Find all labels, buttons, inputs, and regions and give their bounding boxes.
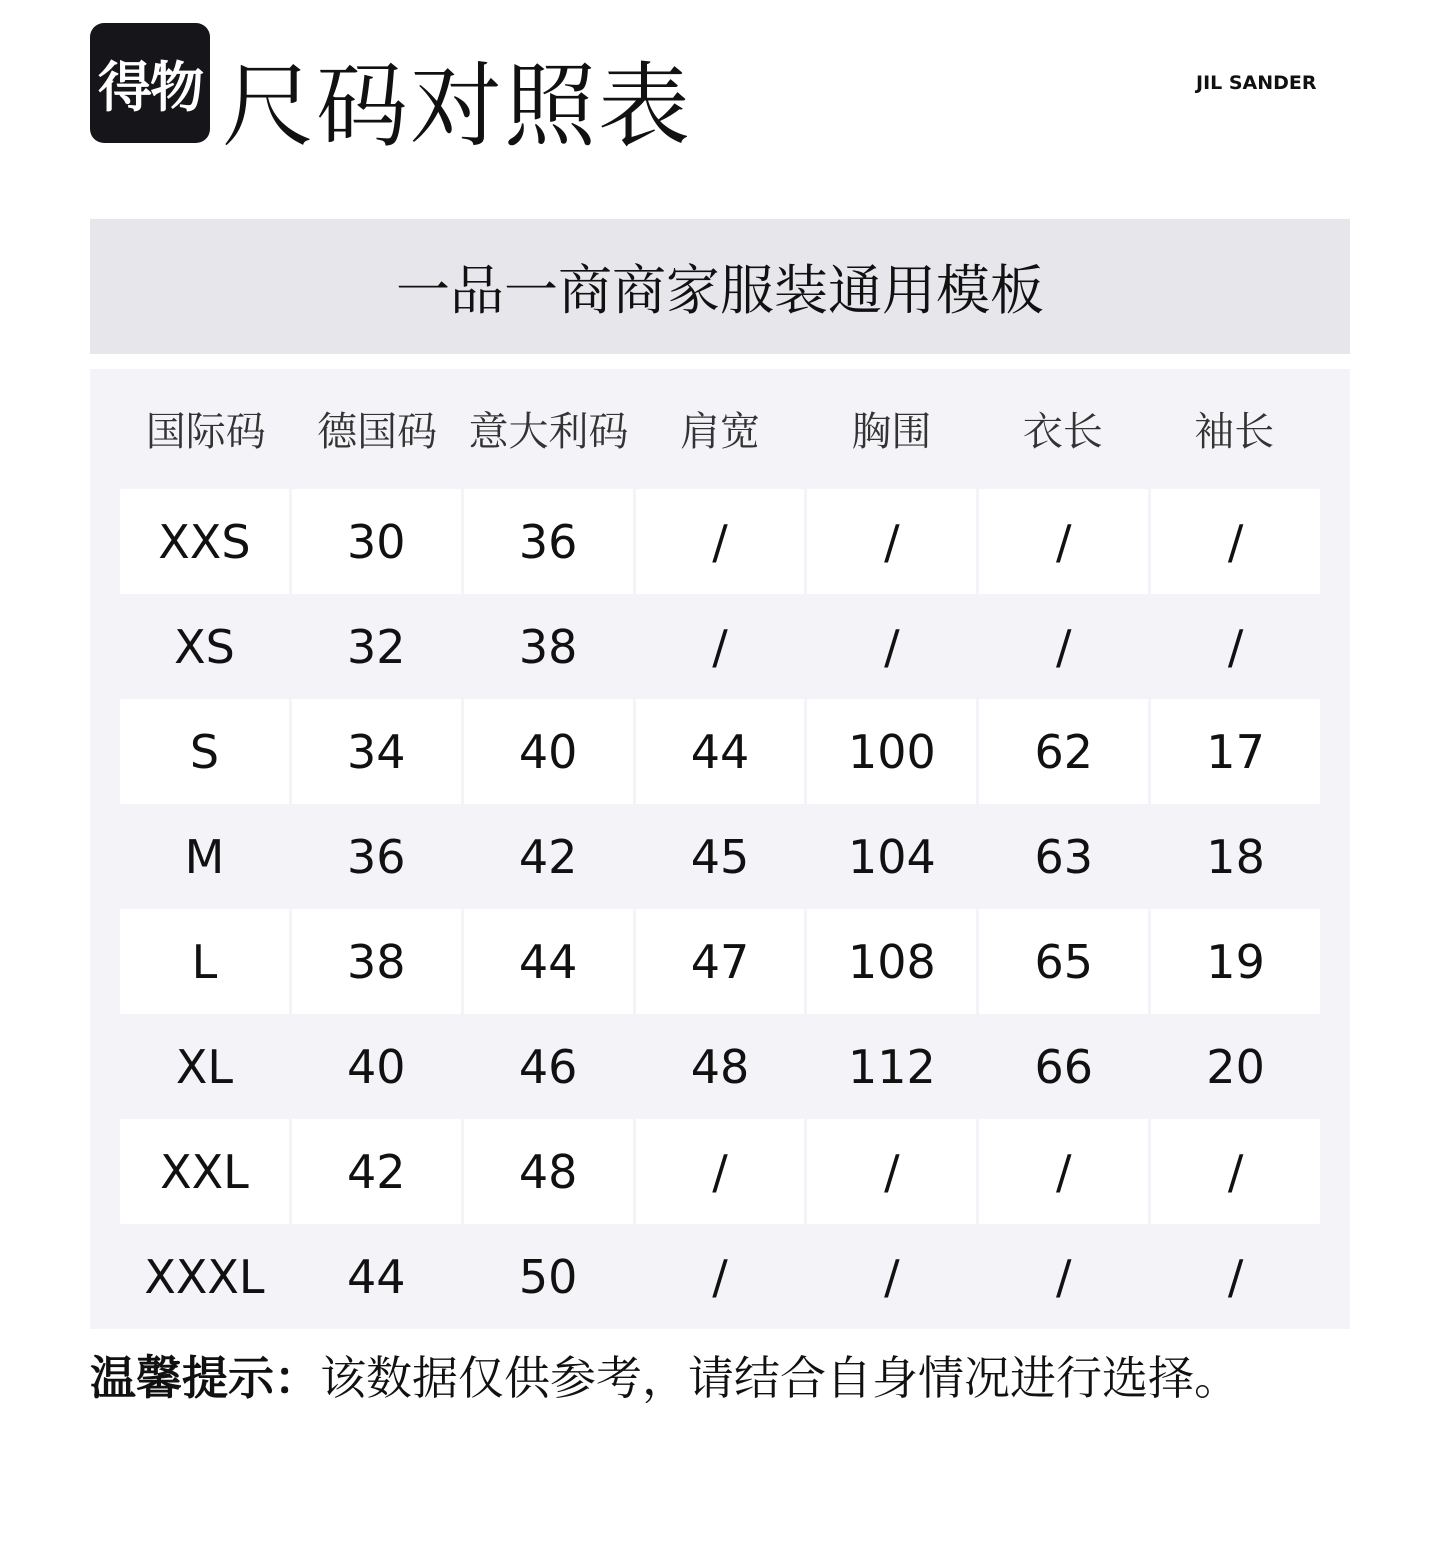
table-cell: S bbox=[120, 699, 289, 804]
header-sleeve-length: 袖长 bbox=[1194, 408, 1275, 455]
table-cell: XXS bbox=[120, 489, 289, 594]
tip-text: 该数据仅供参考，请结合自身情况进行选择。 bbox=[320, 1351, 1240, 1405]
template-title-bar bbox=[90, 219, 1350, 354]
table-cell: 19 bbox=[1151, 909, 1320, 1014]
table-row bbox=[120, 489, 1320, 594]
table-cell: / bbox=[712, 619, 728, 674]
table-cell: / bbox=[1227, 1249, 1244, 1304]
template-title: 一品一商商家服装通用模板 bbox=[396, 259, 1044, 322]
table-cell: 44 bbox=[636, 699, 805, 804]
table-cell: 48 bbox=[690, 1039, 750, 1094]
table-row bbox=[120, 1014, 1320, 1119]
table-cell: 34 bbox=[292, 699, 461, 804]
table-cell: 112 bbox=[847, 1039, 936, 1094]
table-cell: XXL bbox=[120, 1119, 289, 1224]
table-cell: 36 bbox=[347, 829, 406, 884]
table-cell: / bbox=[884, 619, 900, 674]
table-row bbox=[120, 804, 1320, 909]
table-cell: 30 bbox=[292, 489, 461, 594]
tip-note bbox=[90, 1348, 1240, 1408]
table-cell: 36 bbox=[464, 489, 633, 594]
table-cell: / bbox=[1227, 619, 1244, 674]
table-cell: 65 bbox=[979, 909, 1148, 1014]
header-chest: 胸围 bbox=[851, 408, 932, 455]
table-cell: / bbox=[636, 1119, 805, 1224]
table-cell: 50 bbox=[518, 1249, 578, 1304]
table-cell: 17 bbox=[1151, 699, 1320, 804]
header-italian-size: 意大利码 bbox=[468, 408, 629, 455]
table-cell: 46 bbox=[518, 1039, 578, 1094]
table-row bbox=[120, 1224, 1320, 1329]
table-cell: 18 bbox=[1206, 829, 1265, 884]
page-title: 尺码对照表 bbox=[222, 53, 693, 160]
dewu-logo bbox=[90, 23, 210, 143]
table-cell: 40 bbox=[464, 699, 633, 804]
table-header-row bbox=[120, 369, 1320, 487]
table-cell: 63 bbox=[1034, 829, 1093, 884]
header-german-size: 德国码 bbox=[317, 408, 438, 455]
table-cell: / bbox=[979, 1119, 1148, 1224]
table-cell: 47 bbox=[636, 909, 805, 1014]
table-cell: 42 bbox=[518, 829, 578, 884]
table-cell: L bbox=[120, 909, 289, 1014]
table-cell: 32 bbox=[347, 619, 406, 674]
table-cell: 62 bbox=[979, 699, 1148, 804]
table-cell: 44 bbox=[464, 909, 633, 1014]
table-cell: 44 bbox=[347, 1249, 406, 1304]
table-cell: 100 bbox=[807, 699, 976, 804]
header-shoulder-width: 肩宽 bbox=[679, 408, 760, 455]
table-cell: XS bbox=[174, 619, 235, 674]
table-row bbox=[120, 699, 1320, 804]
table-row bbox=[120, 594, 1320, 699]
table-cell: 40 bbox=[347, 1039, 406, 1094]
table-cell: / bbox=[807, 489, 976, 594]
logo-text: 得物 bbox=[98, 55, 202, 119]
table-cell: 42 bbox=[292, 1119, 461, 1224]
table-cell: 38 bbox=[518, 619, 578, 674]
tip-label: 温馨提示： bbox=[90, 1351, 320, 1405]
table-cell: 66 bbox=[1034, 1039, 1093, 1094]
table-cell: / bbox=[979, 489, 1148, 594]
table-cell: 45 bbox=[690, 829, 750, 884]
table-cell: 104 bbox=[847, 829, 936, 884]
brand-name: JIL SANDER bbox=[1196, 72, 1317, 94]
table-cell: / bbox=[636, 489, 805, 594]
table-body bbox=[120, 489, 1320, 1329]
table-cell: / bbox=[712, 1249, 728, 1304]
table-cell: 108 bbox=[807, 909, 976, 1014]
table-cell: M bbox=[184, 829, 225, 884]
table-cell: 38 bbox=[292, 909, 461, 1014]
table-cell: / bbox=[1055, 619, 1072, 674]
size-table bbox=[90, 369, 1350, 1329]
table-cell: 20 bbox=[1206, 1039, 1265, 1094]
table-cell: / bbox=[884, 1249, 900, 1304]
table-cell: XL bbox=[175, 1039, 233, 1094]
table-row bbox=[120, 1119, 1320, 1224]
table-cell: / bbox=[807, 1119, 976, 1224]
table-row bbox=[120, 909, 1320, 1014]
table-cell: 48 bbox=[464, 1119, 633, 1224]
header-international-size: 国际码 bbox=[145, 408, 266, 455]
table-cell: / bbox=[1151, 489, 1320, 594]
table-cell: XXXL bbox=[144, 1249, 265, 1304]
table-cell: / bbox=[1055, 1249, 1072, 1304]
table-cell: / bbox=[1151, 1119, 1320, 1224]
header-length: 衣长 bbox=[1022, 408, 1103, 455]
